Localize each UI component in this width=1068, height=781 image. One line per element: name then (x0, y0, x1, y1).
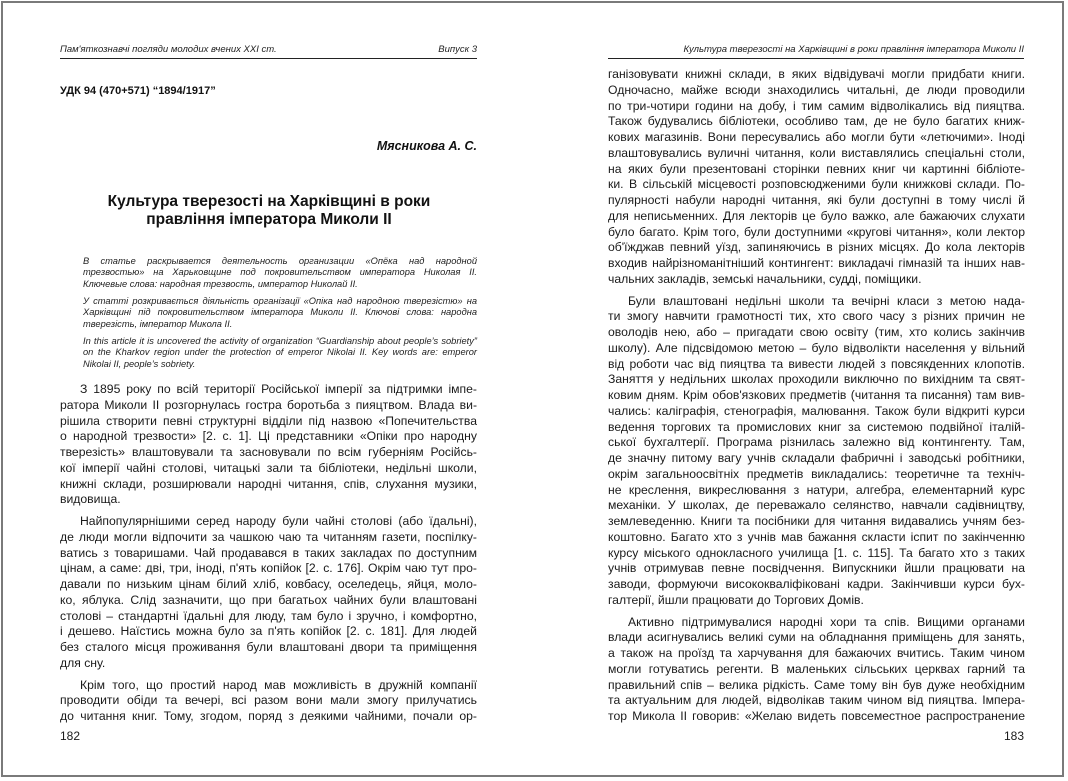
text-line: від роботи час від пияцтва та вивести людей з повсякденних клопотів. (608, 356, 1025, 371)
abstract-russian: В статье раскрывается деятельность организации «Опёка над народной трезвостью» на Харьковщине под покровительством императора Николая II. Ключевые слова: народная трезвость, император Николай II. (83, 256, 477, 289)
text-line: чались: каліграфія, стенографія, малювання. Також були відкриті курси (608, 403, 1025, 418)
paragraph (608, 615, 1025, 725)
text-line: Були влаштовані недільні школи та вечірні класи з метою нада- (628, 293, 1025, 308)
text-line: по три-чотири години на добу, і тим самим відволікались від пияцтва. (608, 98, 1025, 113)
text-line: і дешево. Наїстись можна було за п'ять копійок [2. с. 181]. Для людей (60, 624, 477, 639)
page-number-right: 183 (1003, 729, 1024, 743)
text-line: влаштовувались вуличні читання, коли виставлялись спеціальні столи, (608, 145, 1025, 160)
text-line: столові – стандартні їдальні для люду, там було і зручно, і комфортно, (60, 608, 477, 623)
text-line: оволодів нею, або – пригадати свою освіту (тим, хто колись закінчив (608, 325, 1025, 339)
text-line: давали по низьким цінам білий хліб, ковбасу, оселедець, яйця, моло- (60, 577, 477, 591)
text-line: Заняття у недільних школах проходили виключно по вихідним та свят- (608, 372, 1025, 387)
article-running-title: Культура тверезості на Харківщині в роки правління імператора Миколи II (683, 44, 1024, 55)
paragraph (608, 67, 1025, 288)
article-title-line-1: Культура тверезості на Харківщині в роки (107, 193, 431, 210)
text-line: заводи, формуючи висококваліфіковані кадри. Закінчивши курси бух- (608, 577, 1025, 591)
text-line: землеведенню. Книги та посібники для читання видавались учням без- (608, 514, 1025, 528)
text-line: о народной трезвости» [2. с. 1]. Ці представники «Опіки про народну (60, 429, 477, 444)
text-line: З 1895 року по всій території Російської імперії за підтримки імпе- (80, 382, 477, 396)
text-line: ратора Миколи II розгорнулась гостра боротьба з пияцтвом. Влада ви- (60, 397, 477, 412)
text-line: об'їжджав певний уїзд, запиняючись в різних місцях. До кола лекторів (608, 240, 1025, 255)
text-line: для сну. (60, 655, 106, 670)
paragraph (60, 678, 477, 725)
text-line: галтерії, йшли працювати до Торгових Домів. (608, 592, 864, 607)
text-line: Активно підтримувалися народні хори та спів. Вищими органами (628, 614, 1025, 629)
text-line: ведення торгових та промислових книг за системою подвійної італій- (608, 419, 1025, 434)
text-line: механіки. У школах, де переважало селянство, навчали садівництву, (608, 498, 1025, 513)
right-page (535, 3, 1066, 775)
text-line: ганізовувати книжні склади, в яких відвідувачі могли придбати книги. (608, 67, 1025, 81)
text-line: влади асигнувались великі суми на обладнання приміщень для занять, (608, 630, 1025, 645)
text-line: окрім загальноосвітніх предметів викладались: теоретичне та техніч- (608, 466, 1025, 481)
text-line: учнів отримував певне посвідчення. Випускники йшли працювати на (608, 561, 1025, 576)
book-spread (1, 1, 1064, 777)
text-line: пулярності набули народні читання, які були доступні в тому числі й (608, 193, 1025, 207)
text-line: школу). Але підсвідомою метою – було відволікти населення у вільний (608, 340, 1025, 355)
text-line: коштовно. Багато хто з учнів мав бажання скласти іспит по закінченню (608, 529, 1025, 544)
text-line: не креслення, викреслювання з натури, алгебра, елементарний курс (608, 482, 1025, 497)
text-line: де значну питому вагу учнів складали фабричні і заводські робітники, (608, 451, 1025, 465)
article-title (60, 193, 478, 229)
text-line: входив найрізноманітніший контингент: викладачі гімназій та інших нав- (608, 256, 1025, 270)
running-head-left (60, 43, 477, 59)
text-line: ської бухгалтерії. Програма різнилась залежно від контингенту. Там, (608, 435, 1025, 450)
text-line: кої імперії чайні столові, читацькі зали та бібліотеки, недільні школи, (60, 460, 477, 475)
text-line: Найпопулярнішими серед народу були чайні столові (або їдальні), (80, 514, 477, 528)
text-line: проводити обіди та вечері, всі разом вони мали змогу прилучатись (60, 693, 477, 708)
text-line: рішила створити певні структурні відділи під назвою «Попечительства (60, 413, 477, 428)
page-number-left: 182 (60, 729, 81, 743)
text-line: кових магазинів. Вони пересувались або могли бути «летючими». Іноді (608, 130, 1025, 144)
text-line: тор Микола II говорив: «Желаю видеть повсеместное распространение (608, 709, 1025, 723)
paragraph (60, 514, 477, 672)
text-line: а також на проїзд та харчування для бажаючих вчитись. Таким чином (608, 646, 1025, 660)
body-text-left (60, 382, 477, 725)
issue-number: Випуск 3 (438, 44, 477, 55)
text-line: ватись з товаришами. Чай продавався в таких закладах по доступним (60, 545, 477, 560)
text-line: та актуальним для людей, відволікав таким чином від пияцтва. Імпера- (608, 693, 1025, 708)
text-line: ки. В сільській місцевості розповсюдженими були книжкові склади. По- (608, 177, 1025, 192)
text-line: ко, яблука. Слід зазначити, що при багатьох чайних були влаштовані (60, 592, 477, 607)
text-line: ти змогу навчити грамотності тих, хто свого часу з різних причин не (608, 309, 1025, 324)
paragraph (608, 294, 1025, 609)
text-line: тверезість» влаштовували та засновували по всім губерніям Російсь- (60, 445, 477, 459)
text-line: правильний спів – велика рідкість. Саме тому він був дуже необхідним (608, 677, 1025, 692)
text-line: цінам, а саме: дві, три, іноді, п'ять копійок [2. с. 176]. Окрім чаю тут про- (60, 561, 477, 576)
article-title-line-2: правління імператора Миколи II (146, 211, 392, 228)
text-line: без сталого місця проживання були влаштовані двори та приміщення (60, 640, 477, 654)
text-line: книжні склади, розширювали народні читання, спів, слухання музики, (60, 476, 477, 491)
text-line: чальних закладів, земські начальники, судді, поміщики. (608, 271, 922, 286)
text-line: було багато. Крім того, були доступними «кругові читання», коли лектор (608, 224, 1025, 239)
body-text-right (608, 67, 1025, 725)
text-line: могли готуватись регенти. В маленьких сільських церквах гарний та (608, 661, 1025, 676)
journal-title: Пам'яткознавчі погляди молодих вчених XXI ст. (60, 44, 277, 55)
text-line: Одночасно, майже всюди знаходились читальні, де люди проводили (608, 82, 1025, 97)
text-line: ковим дням. Крім обов'язкових предметів (читання та писання) там вив- (608, 388, 1025, 402)
paragraph (60, 382, 477, 508)
left-page (3, 3, 535, 775)
author-name: Мясникова А. С. (376, 139, 477, 153)
text-line: до читання книг. Тому, згодом, поряд з деякими чайними, почали ор- (60, 709, 477, 723)
abstract-ukrainian: У статті розкривається діяльність організації «Опіка над народною тверезістю» на Харківщині під покровительством імператора Миколи II. Ключові слова: народна тверезість, імператор Микола II. (83, 296, 477, 329)
abstract-english: In this article it is uncovered the activity of organization “Guardianship about people’s sobriety” on the Kharkov region under the protection of emperor Nikolai II. Key words are: emperor Nikolai II, people’s sobriety. (83, 336, 477, 369)
udk-code: УДК 94 (470+571) “1894/1917” (60, 85, 216, 97)
text-line: де люди могли відпочити за чашкою чаю та читанням газети, поспілку- (60, 529, 477, 544)
text-line: на яких були презентовані сторінки певних книг чи картинні бібліоте- (608, 161, 1025, 176)
text-line: Крім того, що простий народ мав можливість в дружній компанії (80, 677, 477, 692)
text-line: для неписьменних. Для лекторів це було важко, але бажаючих слухати (608, 208, 1025, 223)
text-line: курсу міського однокласного училища [1. с. 115]. Та багато хто з таких (608, 545, 1025, 560)
text-line: Також будувались бібліотеки, особливо там, де не було багатих книж- (608, 114, 1025, 129)
text-line: видовища. (60, 492, 121, 507)
running-head-right (608, 43, 1024, 59)
